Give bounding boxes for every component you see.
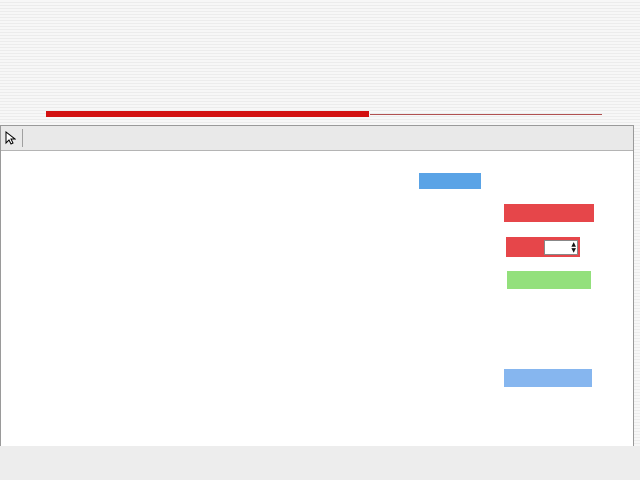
- intro-line-3: [46, 20, 626, 39]
- y-formula-box[interactable]: [419, 173, 481, 189]
- angle-aob-box: [507, 271, 591, 289]
- pointer-tool-button[interactable]: [1, 128, 19, 148]
- g-formula-box[interactable]: [504, 204, 594, 222]
- toolbar-separator: [22, 129, 23, 147]
- angle-aoc-box: [504, 369, 592, 387]
- math-constructor-window: [0, 125, 634, 447]
- spinner-arrows-icon[interactable]: ▲ ▼: [571, 240, 576, 254]
- title-underline: [370, 114, 602, 115]
- slide-bottom-strip: [0, 446, 640, 480]
- pointer-arrow-icon: [4, 131, 16, 145]
- k-counter-box[interactable]: [506, 237, 580, 257]
- intro-line-4: [46, 39, 626, 58]
- intro-text: [46, 20, 626, 58]
- function-toolbar: [1, 126, 633, 151]
- k-value-spinner[interactable]: [544, 240, 578, 255]
- red-highlight-bar: [46, 111, 369, 117]
